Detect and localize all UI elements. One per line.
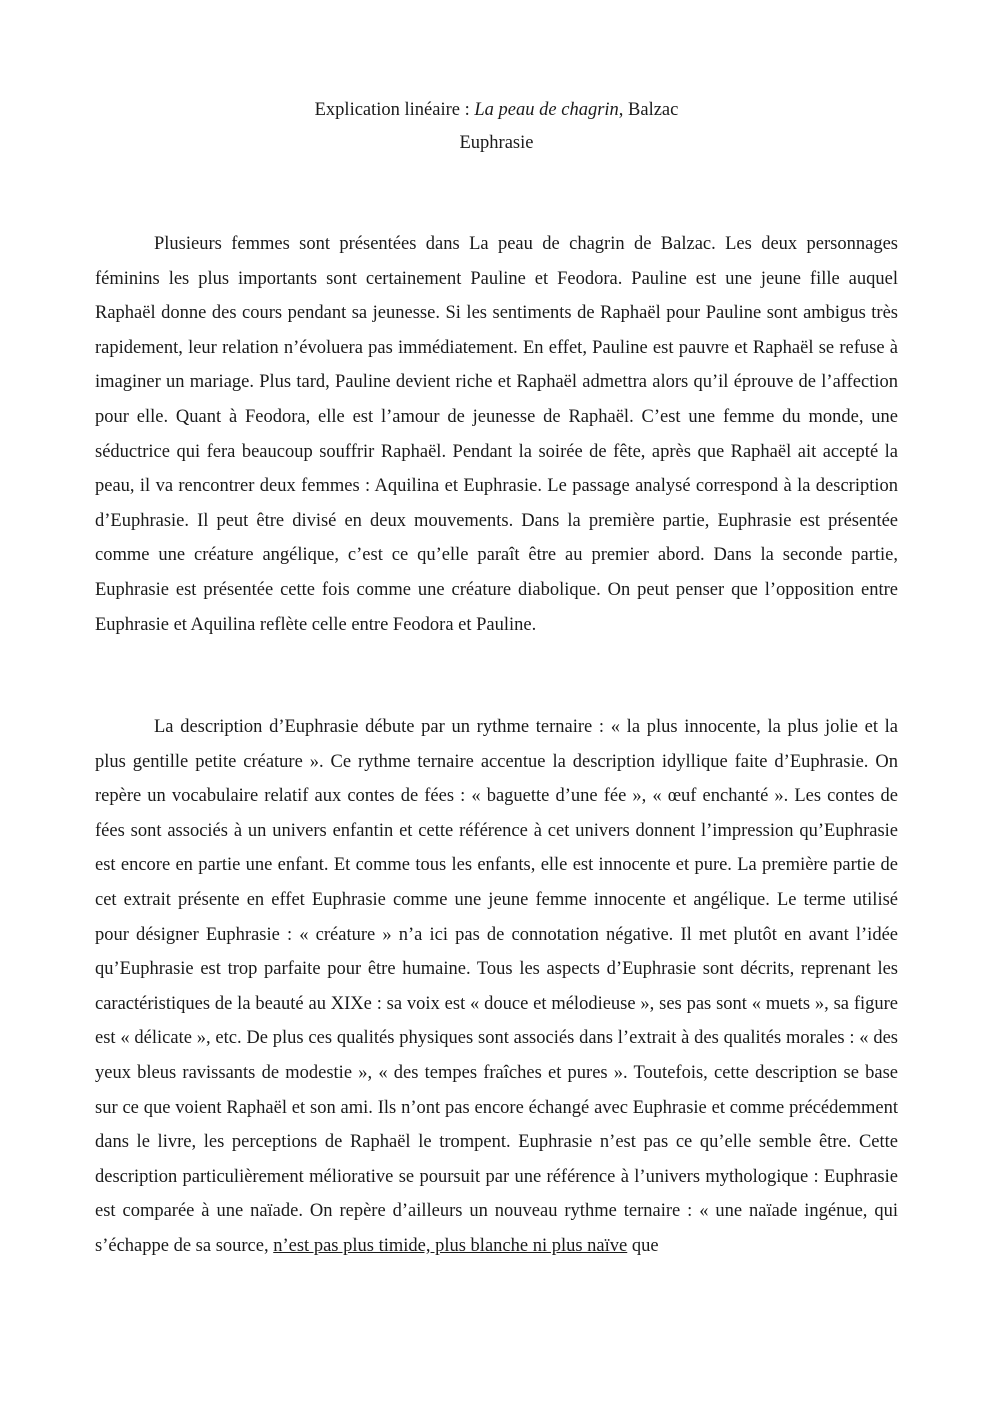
- document-subtitle: Euphrasie: [459, 133, 534, 153]
- paragraph-analysis-text: La description d’Euphrasie débute par un rythme ternaire : « la plus innocente, la plus jolie et la plus gentille petite créature ». Ce rythme ternaire accentue la description idyllique faite d’Euphrasie. On repère un vocabulaire relatif aux contes de fées : « baguette d’une fée », « œuf enchanté ». Les contes de fées sont associés à un univers enfantin et cette référence à cet univers donnent l’impression qu’Euphrasie est encore en partie une enfant. Et comme tous les enfants, elle est innocente et pure. La première partie de cet extrait présente en effet Euphrasie comme une jeune femme innocente et angélique. Le terme utilisé pour désigner Euphrasie : « créature » n’a ici pas de connotation négative. Il met plutôt en avant l’idée qu’Euphrasie est trop parfaite pour être humaine. Tous les aspects d’Euphrasie sont décrits, reprenant les caractéristiques de la beauté au XIXe : sa voix est « douce et mélodieuse », ses pas sont « muets », sa figure est « délicate », etc. De plus ces qualités physiques sont associés dans l’extrait à des qualités morales : « des yeux bleus ravissants de modestie », « des tempes fraîches et pures ». Toutefois, cette description se base sur ce que voient Raphaël et son ami. Ils n’ont pas encore échangé avec Euphrasie et comme précédemment dans le livre, les perceptions de Raphaël le trompent. Euphrasie n’est pas ce qu’elle semble être. Cette description particulièrement méliorative se poursuit par une référence à l’univers mythologique : Euphrasie est comparée à une naïade. On repère d’ailleurs un nouveau rythme ternaire : « une naïade ingénue, qui s’échappe de sa source,: [95, 717, 898, 1256]
- title-block: [0, 94, 993, 160]
- underlined-quote: n’est pas plus timide, plus blanche ni plus naïve: [273, 1235, 628, 1256]
- paragraph-analysis-end: que: [627, 1235, 659, 1256]
- title-suffix: , Balzac: [618, 100, 679, 120]
- paragraph-analysis: [95, 710, 898, 1264]
- document-title: [0, 94, 993, 127]
- title-work: La peau de chagrin: [474, 100, 619, 120]
- title-prefix: Explication linéaire :: [314, 100, 475, 120]
- paragraph-introduction: Plusieurs femmes sont présentées dans La peau de chagrin de Balzac. Les deux personnages féminins les plus importants sont certainement Pauline et Feodora. Pauline est une jeune fille auquel Raphaël donne des cours pendant sa jeunesse. Si les sentiments de Raphaël pour Pauline sont ambigus très rapidement, leur relation n’évoluera pas immédiatement. En effet, Pauline est pauvre et Raphaël se refuse à imaginer un mariage. Plus tard, Pauline devient riche et Raphaël admettra alors qu’il éprouve de l’affection pour elle. Quant à Feodora, elle est l’amour de jeunesse de Raphaël. C’est une femme du monde, une séductrice qui fera beaucoup souffrir Raphaël. Pendant la soirée de fête, après que Raphaël ait accepté la peau, il va rencontrer deux femmes : Aquilina et Euphrasie. Le passage analysé correspond à la description d’Euphrasie. Il peut être divisé en deux mouvements. Dans la première partie, Euphrasie est présentée comme une créature angélique, c’est ce qu’elle paraît être au premier abord. Dans la seconde partie, Euphrasie est présentée cette fois comme une créature diabolique. On peut penser que l’opposition entre Euphrasie et Aquilina reflète celle entre Feodora et Pauline.: [95, 234, 898, 635]
